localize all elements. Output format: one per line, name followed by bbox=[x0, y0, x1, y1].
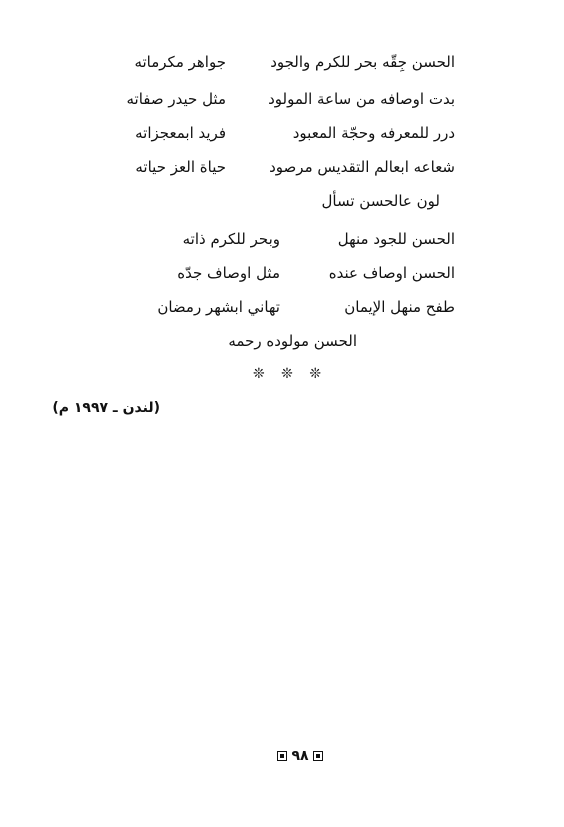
verse-5-right: الحسن للجود منهل bbox=[337, 230, 455, 248]
ornament-box-icon bbox=[313, 751, 323, 761]
verse-4-left: حياة العز حياته bbox=[135, 158, 226, 176]
verse-6-right: الحسن اوصاف عنده bbox=[328, 264, 455, 282]
verse-1-right: الحسن جِقّه بحر للكرم والجود bbox=[270, 53, 455, 71]
verse-5-left: وبحر للكرم ذاته bbox=[182, 230, 280, 248]
verse-1-left: جواهر مكرماته bbox=[134, 53, 226, 71]
closing-line: الحسن مولوده رحمه bbox=[228, 332, 357, 350]
verse-4-right: شعاعه ابعالم التقديس مرصود bbox=[269, 158, 455, 176]
verse-2-left: مثل حيدر صفاته bbox=[126, 90, 226, 108]
refrain-line: لون عالحسن تسأل bbox=[321, 192, 440, 210]
verse-7-right: طفح منهل الإيمان bbox=[344, 298, 455, 316]
verse-7-left: تهاني ابشهر رمضان bbox=[157, 298, 280, 316]
page-number-value: ٩٨ bbox=[291, 748, 309, 764]
verse-3-left: فريد ابمعجزاته bbox=[135, 124, 226, 142]
verse-2-right: بدت اوصافه من ساعة المولود bbox=[268, 90, 455, 108]
ornament-stars: ❊ ❊ ❊ bbox=[252, 366, 328, 382]
verse-3-right: درر للمعرفه وحجّة المعبود bbox=[292, 124, 455, 142]
page-number bbox=[265, 748, 335, 764]
ornament-box-icon bbox=[277, 751, 287, 761]
verse-6-left: مثل اوصاف جدّه bbox=[177, 264, 280, 282]
place-date-signature: (لندن ـ ١٩٩٧ م) bbox=[52, 400, 160, 416]
